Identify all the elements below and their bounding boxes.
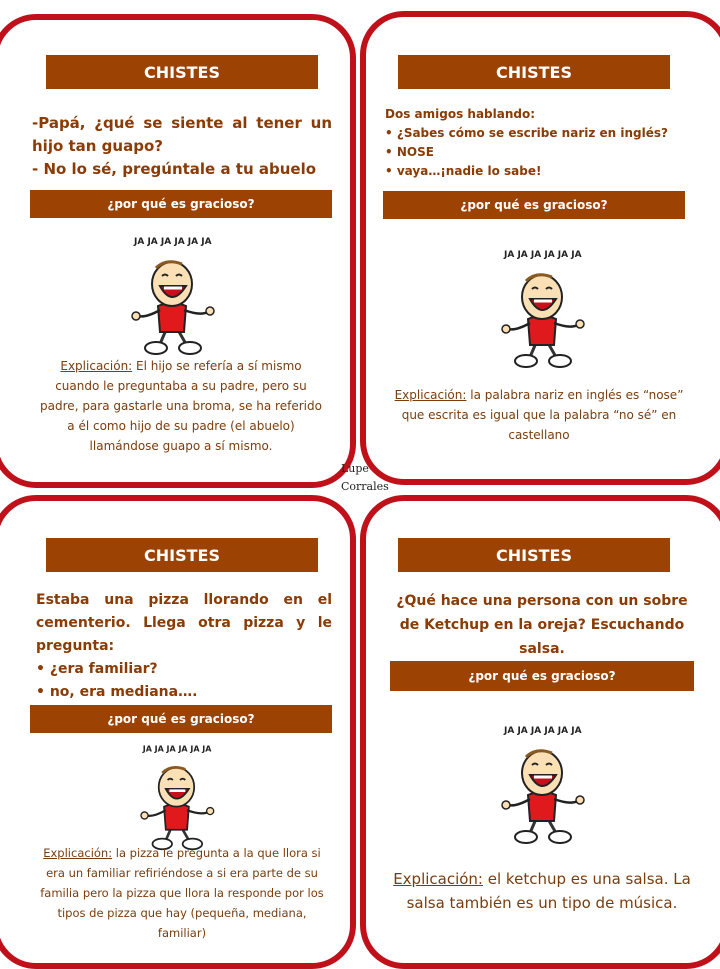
svg-text:JA JA JA JA JA JA: JA JA JA JA JA JA xyxy=(504,726,582,736)
card-title: CHISTES xyxy=(398,538,670,572)
card-title: CHISTES xyxy=(398,55,670,89)
joke-text: Estaba una pizza llorando en el cementerio. Llega otra pizza y le pregunta: • ¿era familiar? • no, era mediana…. xyxy=(36,589,332,704)
joke-text: ¿Qué hace una persona con un sobre de Ketchup en la oreja? Escuchando salsa. xyxy=(396,593,688,657)
explanation: Explicación: el ketchup es una salsa. La salsa también es un tipo de música. xyxy=(393,870,691,912)
card-title: CHISTES xyxy=(46,55,318,89)
author-credit: Lupe Corrales xyxy=(341,462,389,493)
svg-text:JA JA JA JA JA JA: JA JA JA JA JA JA xyxy=(134,237,212,247)
joke-card-3 xyxy=(0,495,356,969)
explanation: Explicación: la pizza le pregunta a la que llora si era un familiar refiriéndose a si era parte de su familia pero la pizza que llora la responde por los tipos de pizza que hay (pequeña, mediana, familiar) xyxy=(40,846,324,940)
explanation-label: Explicación: xyxy=(60,359,133,373)
explanation-label: Explicación: xyxy=(393,870,483,888)
laughing-boy-icon xyxy=(126,232,226,356)
joke-card-4 xyxy=(360,495,720,969)
why-funny-bar: ¿por qué es gracioso? xyxy=(30,705,332,733)
explanation-label: Explicación: xyxy=(43,846,113,860)
joke-card-2 xyxy=(360,11,720,485)
joke-text: Dos amigos hablando: • ¿Sabes cómo se escribe nariz en inglés? • NOSE • vaya…¡nadie lo sabe! xyxy=(385,105,705,181)
laughing-boy-icon xyxy=(496,721,596,845)
joke-text: -Papá, ¿qué se siente al tener un hijo tan guapo? - No lo sé, pregúntale a tu abuelo xyxy=(32,114,332,178)
card-title: CHISTES xyxy=(46,538,318,572)
laughing-boy-icon xyxy=(496,245,596,369)
why-funny-bar: ¿por qué es gracioso? xyxy=(383,191,685,219)
explanation: Explicación: El hijo se refería a sí mismo cuando le preguntaba a su padre, pero su padre, para gastarle una broma, se ha referido a él como hijo de su padre (el abuelo) llamándose guapo a sí mismo. xyxy=(40,359,322,453)
laughing-boy-icon xyxy=(130,741,230,851)
joke-card-1 xyxy=(0,14,356,488)
explanation-label: Explicación: xyxy=(394,388,467,402)
explanation: Explicación: la palabra nariz en inglés es “nose” que escrita es igual que la palabra “no sé” en castellano xyxy=(394,388,684,442)
svg-text:JA JA JA JA JA JA: JA JA JA JA JA JA xyxy=(142,744,212,754)
why-funny-bar: ¿por qué es gracioso? xyxy=(30,190,332,218)
svg-text:JA JA JA JA JA JA: JA JA JA JA JA JA xyxy=(504,250,582,260)
why-funny-bar: ¿por qué es gracioso? xyxy=(390,661,694,691)
